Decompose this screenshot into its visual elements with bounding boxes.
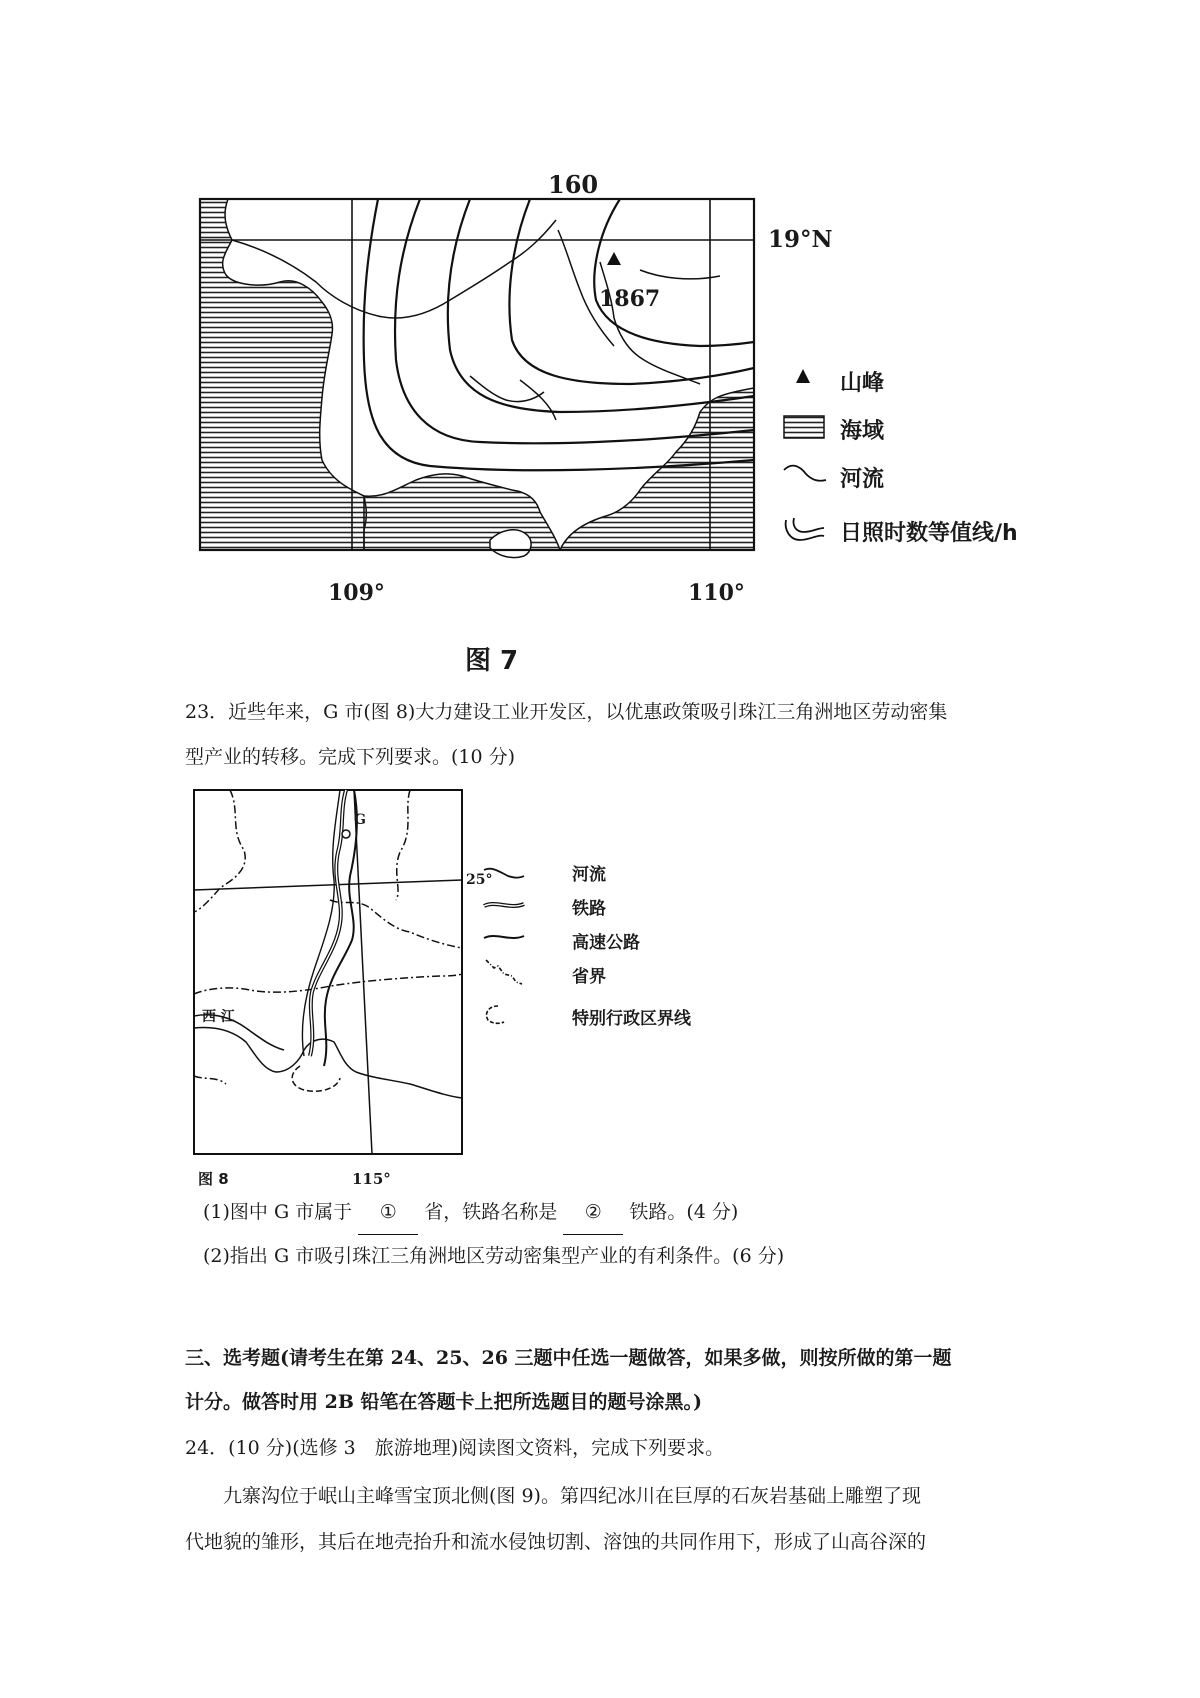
figure-8-caption: 图 8 [198, 1170, 229, 1188]
province-border-icon [486, 960, 522, 984]
q24-stem: 24．(10 分)(选修 3 旅游地理)阅读图文资料，完成下列要求。 [185, 1437, 725, 1459]
legend-peak-label: 山峰 [840, 371, 885, 396]
railway-icon [484, 904, 524, 906]
answer-blank-1[interactable]: ① [358, 1190, 418, 1235]
isoline-icon [786, 518, 824, 540]
section3-heading-line2: 计分。做答时用 2B 铅笔在答题卡上把所选题目的题号涂黑。) [185, 1391, 703, 1413]
highway-icon [484, 936, 524, 938]
peak-triangle-icon [796, 369, 810, 383]
figure-8-map [0, 780, 1200, 1200]
city-g-label: G [354, 812, 366, 828]
section3-heading-line1: 三、选考题(请考生在第 24、25、26 三题中任选一题做答，如果多做，则按所做的第一题 [185, 1347, 952, 1369]
q24-paragraph-line1: 九寨沟位于岷山主峰雪宝顶北侧(图 9)。第四纪冰川在巨厚的石灰岩基础上雕塑了现 [223, 1485, 921, 1507]
legend-river-label: 河流 [840, 467, 885, 492]
sea-hatch-icon [784, 416, 824, 438]
river-5 [470, 376, 544, 402]
west-river-label: 西 江 [202, 1009, 235, 1025]
q23-part1-text-b: 省，铁路名称是 [424, 1201, 558, 1223]
q23-part1-text-a: (1)图中 G 市属于 [203, 1201, 353, 1223]
figure-7-caption: 图 7 [465, 646, 519, 676]
answer-blank-2[interactable]: ② [563, 1190, 623, 1235]
peak-triangle-icon [607, 252, 621, 265]
figure-7-map [0, 0, 1200, 680]
coastline [194, 1028, 462, 1098]
sea-area-west [200, 199, 366, 550]
longitude-right-label: 110° [688, 580, 745, 606]
legend8-province-label: 省界 [572, 967, 606, 987]
longitude-left-label: 109° [328, 580, 385, 606]
river-6 [640, 270, 720, 279]
legend-isoline-label: 日照时数等值线/h [840, 521, 1018, 546]
river-2 [600, 262, 700, 384]
q24-paragraph-line2: 代地貌的雏形，其后在地壳抬升和流水侵蚀切割、溶蚀的共同作用下，形成了山高谷深的 [185, 1531, 927, 1553]
q23-stem-line2: 型产业的转移。完成下列要求。(10 分) [185, 746, 516, 768]
legend8-river-label: 河流 [572, 865, 606, 885]
figure-8 [0, 780, 1200, 1200]
river-icon [784, 466, 826, 481]
figure-8-frame [194, 790, 462, 1154]
legend-sea-label: 海域 [840, 419, 885, 444]
sar-border-icon [486, 1006, 504, 1023]
q23-part1 [203, 1190, 738, 1235]
isoline-5 [594, 199, 754, 346]
isoline-value-label: 160 [548, 170, 599, 199]
legend8-sar-label: 特别行政区界线 [572, 1009, 691, 1029]
q23-part2: (2)指出 G 市吸引珠江三角洲地区劳动密集型产业的有利条件。(6 分) [203, 1245, 785, 1267]
figure-7 [0, 0, 1200, 680]
latitude-25-label: 25° [466, 872, 493, 888]
longitude-115 [354, 790, 372, 1154]
legend8-railway-label: 铁路 [572, 899, 606, 919]
q23-stem-line1: 23．近些年来，G 市(图 8)大力建设工业开发区，以优惠政策吸引珠江三角洲地区劳动密集 [185, 701, 948, 723]
legend8-highway-label: 高速公路 [572, 933, 640, 953]
peak-elevation-label: 1867 [599, 286, 661, 312]
north-river [302, 790, 340, 1056]
sar-border [292, 1066, 340, 1091]
q23-part1-text-c: 铁路。(4 分) [629, 1201, 739, 1223]
latitude-25 [194, 880, 462, 890]
longitude-115-label: 115° [352, 1170, 391, 1188]
latitude-label: 19°N [768, 226, 833, 253]
city-g-marker [342, 830, 350, 838]
